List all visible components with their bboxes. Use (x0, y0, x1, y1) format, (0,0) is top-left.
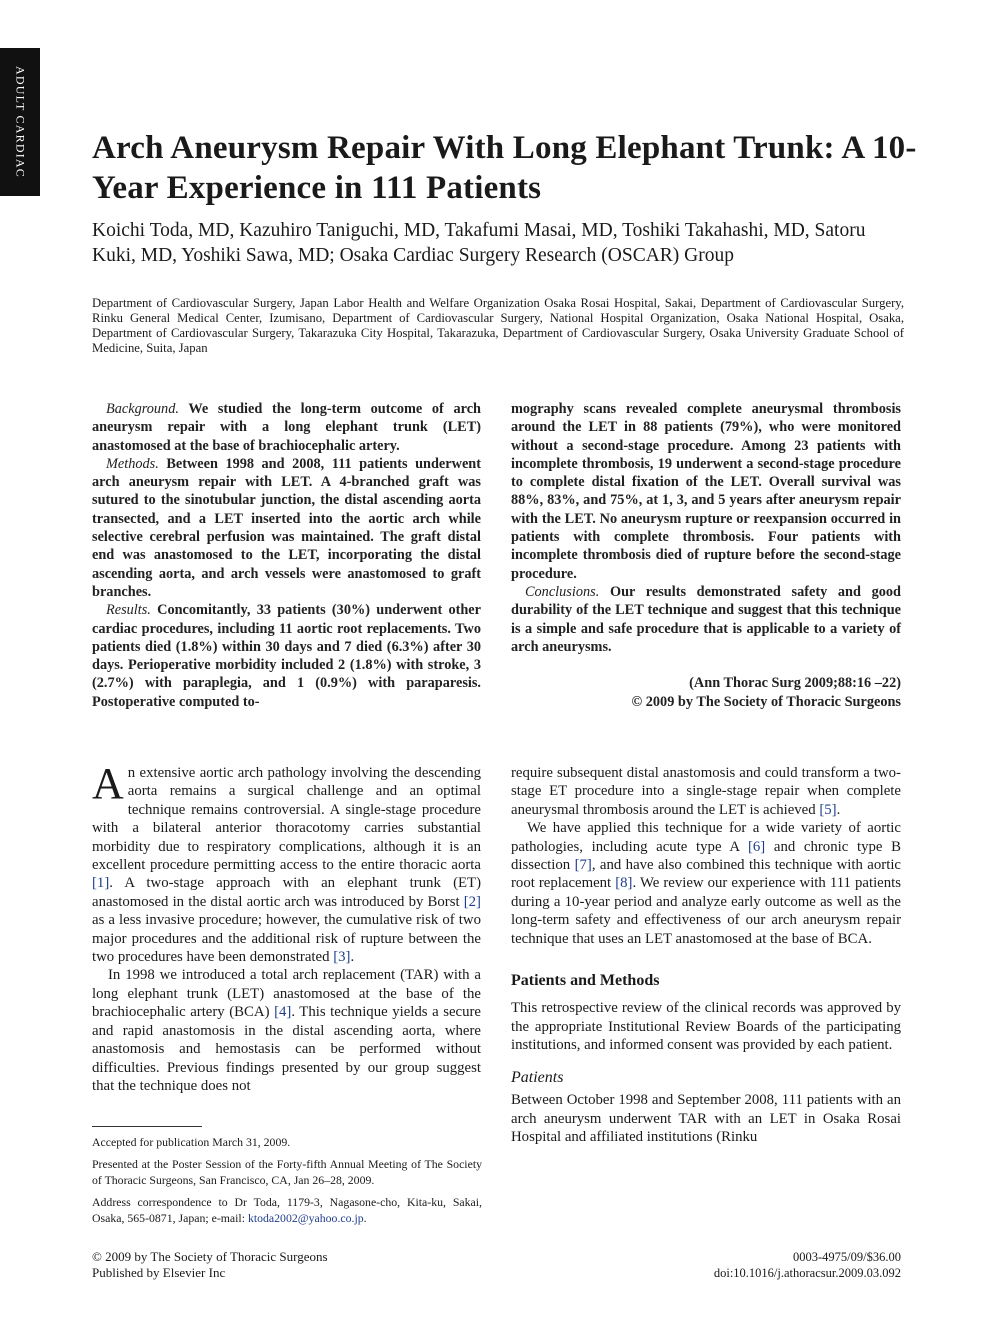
footnote-address-end: . (363, 1211, 367, 1225)
reference-link-7[interactable]: [7] (574, 857, 592, 874)
email-link[interactable]: ktoda2002@yahoo.co.jp (247, 1211, 364, 1225)
right-paragraph-1 (511, 764, 901, 819)
abstract-methods (92, 455, 481, 601)
article-title: Arch Aneurysm Repair With Long Elephant Trunk: A 10-Year Experience in 111 Patients (92, 130, 917, 206)
reference-link-8[interactable]: [8] (615, 875, 633, 892)
abstract-conclusions-label: Conclusions. (525, 583, 600, 600)
intro-text-1b: . A two-stage approach with an elephant trunk (ET) anastomosed in the distal aortic arch was introduced by Borst (92, 875, 481, 910)
methods-paragraph: This retrospective review of the clinical records was approved by the appropriate Institutional Review Boards of the participating institutions, and informed consent was provided by each patient. (511, 1000, 901, 1054)
drop-cap: A (92, 759, 124, 808)
right-text-1a: require subsequent distal anastomosis and could transform a two-stage ET procedure into a single-stage repair when complete aneurysmal thrombosis around the LET is achieved (511, 765, 901, 818)
footer-publisher: Published by Elsevier Inc (92, 1265, 226, 1280)
journal-citation: (Ann Thorac Surg 2009;88:16 –22) (689, 675, 901, 691)
intro-text-2a: In 1998 we introduced a total arch replacement (TAR) with a long elephant trunk (LET) anastomosed at the base of the brachiocephalic artery (BCA) (92, 967, 481, 1021)
citation-copyright: © 2009 by The Society of Thoracic Surgeons (631, 694, 901, 710)
reference-link-1[interactable]: [1] (92, 875, 110, 892)
abstract-results (92, 601, 481, 711)
affiliations: Department of Cardiovascular Surgery, Japan Labor Health and Welfare Organization Osaka Rosai Hospital, Sakai, Department of Cardiovascular Surgery, Rinku General Medical Center, Izumisano, Department of Cardiovascular Surgery, National Hospital Organization, Osaka National Hospital, Osaka, Department of Cardiovascular Surgery, Takarazuka City Hospital, Takarazuka, Department of Cardiovascular Surgery, Osaka University Graduate School of Medicine, Suita, Japan (92, 296, 904, 355)
intro-text-2b: . This technique yields a secure and rapid anastomosis in the distal ascending aorta, where anastomosis and hemostasis can be performed without difficulties. Previous findings presented by our group suggest that the technique does not (92, 1004, 481, 1094)
intro-paragraph-2 (92, 966, 481, 1095)
abstract-background-text: We studied the long-term outcome of arch aneurysm repair with a long elephant trunk (LET) anastomosed at the base of brachiocephalic artery. (92, 401, 481, 454)
abstract-background (92, 400, 481, 455)
citation-block (511, 674, 901, 712)
reference-link-5[interactable]: [5] (819, 801, 837, 818)
reference-link-4[interactable]: [4] (274, 1004, 292, 1021)
footnotes (92, 1134, 482, 1232)
abstract-right-column (511, 400, 901, 656)
abstract-methods-label: Methods. (106, 455, 159, 472)
section-tab-label: ADULT CARDIAC (13, 66, 28, 178)
footnote-address (92, 1194, 482, 1226)
intro-paragraph-1 (92, 759, 481, 966)
abstract-left-column (92, 400, 481, 711)
abstract-results-continued: mography scans revealed complete aneurysmal thrombosis around the LET in 88 patients (79%), who were monitored without a second-stage procedure. Among 23 patients with incomplete thrombosis, 19 underwent a second-stage procedure to complete distal fixation of the LET. Overall survival was 88%, 83%, and 75%, at 1, 3, and 5 years after aneurysm repair with the LET. No aneurysm rupture or reexpansion occurred in patients with complete thrombosis. Four patients with incomplete thrombosis died of rupture before the second-stage procedure. (511, 401, 901, 582)
reference-link-6[interactable]: [6] (747, 838, 766, 855)
page-footer-left (92, 1249, 328, 1281)
intro-text-1a: n extensive aortic arch pathology involving the descending aorta remains a surgical challenge and an optimal technique remains controversial. A single-stage procedure with a bilateral anterior thoracotomy carries substantial morbidity due to respiratory complications, although it is an excellent procedure permitting access to the entire thoracic aorta (92, 765, 481, 874)
abstract-conclusions-text: Our results demonstrated safety and good durability of the LET technique and suggest that this technique is a simple and safe procedure that is applicable to a variety of arch aneurysms. (511, 583, 902, 655)
reference-link-3[interactable]: [3] (333, 949, 351, 966)
footer-issn: 0003-4975/09/$36.00 (793, 1250, 901, 1264)
right-text-2d: . We review our experience with 111 patients during a 10-year period and analyze early outcome as well as the long-term safety and effectiveness of our arch aneurysm repair technique that uses an LET anastomosed at the base of BCA. (511, 875, 902, 947)
section-tab (0, 48, 40, 196)
page-footer-right (714, 1249, 901, 1281)
patients-paragraph: Between October 1998 and September 2008, 111 patients with an arch aneurysm underwent TAR with an LET in Osaka Rosai Hospital and affiliated institutions (Rinku (511, 1092, 901, 1145)
footnote-address-text: Address correspondence to Dr Toda, 1179-3, Nagasone-cho, Kita-ku, Sakai, Osaka, 565-0871, Japan; e-mail: (92, 1195, 482, 1225)
intro-text-1d: . (350, 949, 355, 966)
right-text-2b: and chronic type B dissection (511, 838, 901, 874)
body-right-column (511, 764, 901, 1146)
section-heading-patients-and-methods: Patients and Methods (511, 972, 660, 990)
abstract-conclusions (511, 583, 901, 656)
right-text-2a: We have applied this technique for a wide variety of aortic pathologies, including acute type A (511, 820, 901, 855)
footer-doi[interactable]: doi:10.1016/j.athoracsur.2009.03.092 (713, 1266, 901, 1280)
right-text-1b: . (836, 801, 841, 818)
right-text-2c: , and have also combined this technique with aortic root replacement (511, 857, 901, 892)
intro-text-1c: as a less invasive procedure; however, the cumulative risk of two major procedures and the additional risk of rupture between the two procedures have been demonstrated (92, 912, 481, 966)
footnote-accepted: Accepted for publication March 31, 2009. (92, 1135, 291, 1149)
abstract-methods-text: Between 1998 and 2008, 111 patients underwent arch aneurysm repair with LET. A 4-branched graft was sutured to the sinotubular junction, the distal ascending aorta transected, and a LET inserted into the aortic arch while selective cerebral perfusion was maintained. The graft distal end was anastomosed to the LET, incorporating the distal ascending aorta, and arch vessels were anastomosed to graft branches. (92, 455, 482, 600)
footer-copyright: © 2009 by The Society of Thoracic Surgeons (92, 1249, 328, 1264)
abstract-results-text: Concomitantly, 33 patients (30%) underwent other cardiac procedures, including 11 aortic root replacements. Two patients died (1.8%) within 30 days and 7 died (6.3%) after 30 days. Perioperative morbidity included 2 (1.8%) with stroke, 3 (2.7%) with paraplegia, and 1 (0.9%) with paraparesis. Postoperative computed to- (92, 602, 482, 710)
right-paragraph-2 (511, 819, 901, 948)
author-list: Koichi Toda, MD, Kazuhiro Taniguchi, MD, Takafumi Masai, MD, Toshiki Takahashi, MD, Satoru Kuki, MD, Yoshiki Sawa, MD; Osaka Cardiac Surgery Research (OSCAR) Group (92, 220, 866, 266)
footnote-presented: Presented at the Poster Session of the Forty-fifth Annual Meeting of The Society of Thoracic Surgeons, San Francisco, CA, Jan 26–28, 2009. (92, 1157, 482, 1187)
subsection-heading-patients: Patients (511, 1068, 564, 1086)
footnote-divider (92, 1126, 202, 1127)
body-left-column (92, 759, 481, 1095)
abstract-background-label: Background. (106, 401, 179, 417)
abstract-results-label: Results. (106, 602, 151, 619)
reference-link-2[interactable]: [2] (463, 893, 481, 910)
